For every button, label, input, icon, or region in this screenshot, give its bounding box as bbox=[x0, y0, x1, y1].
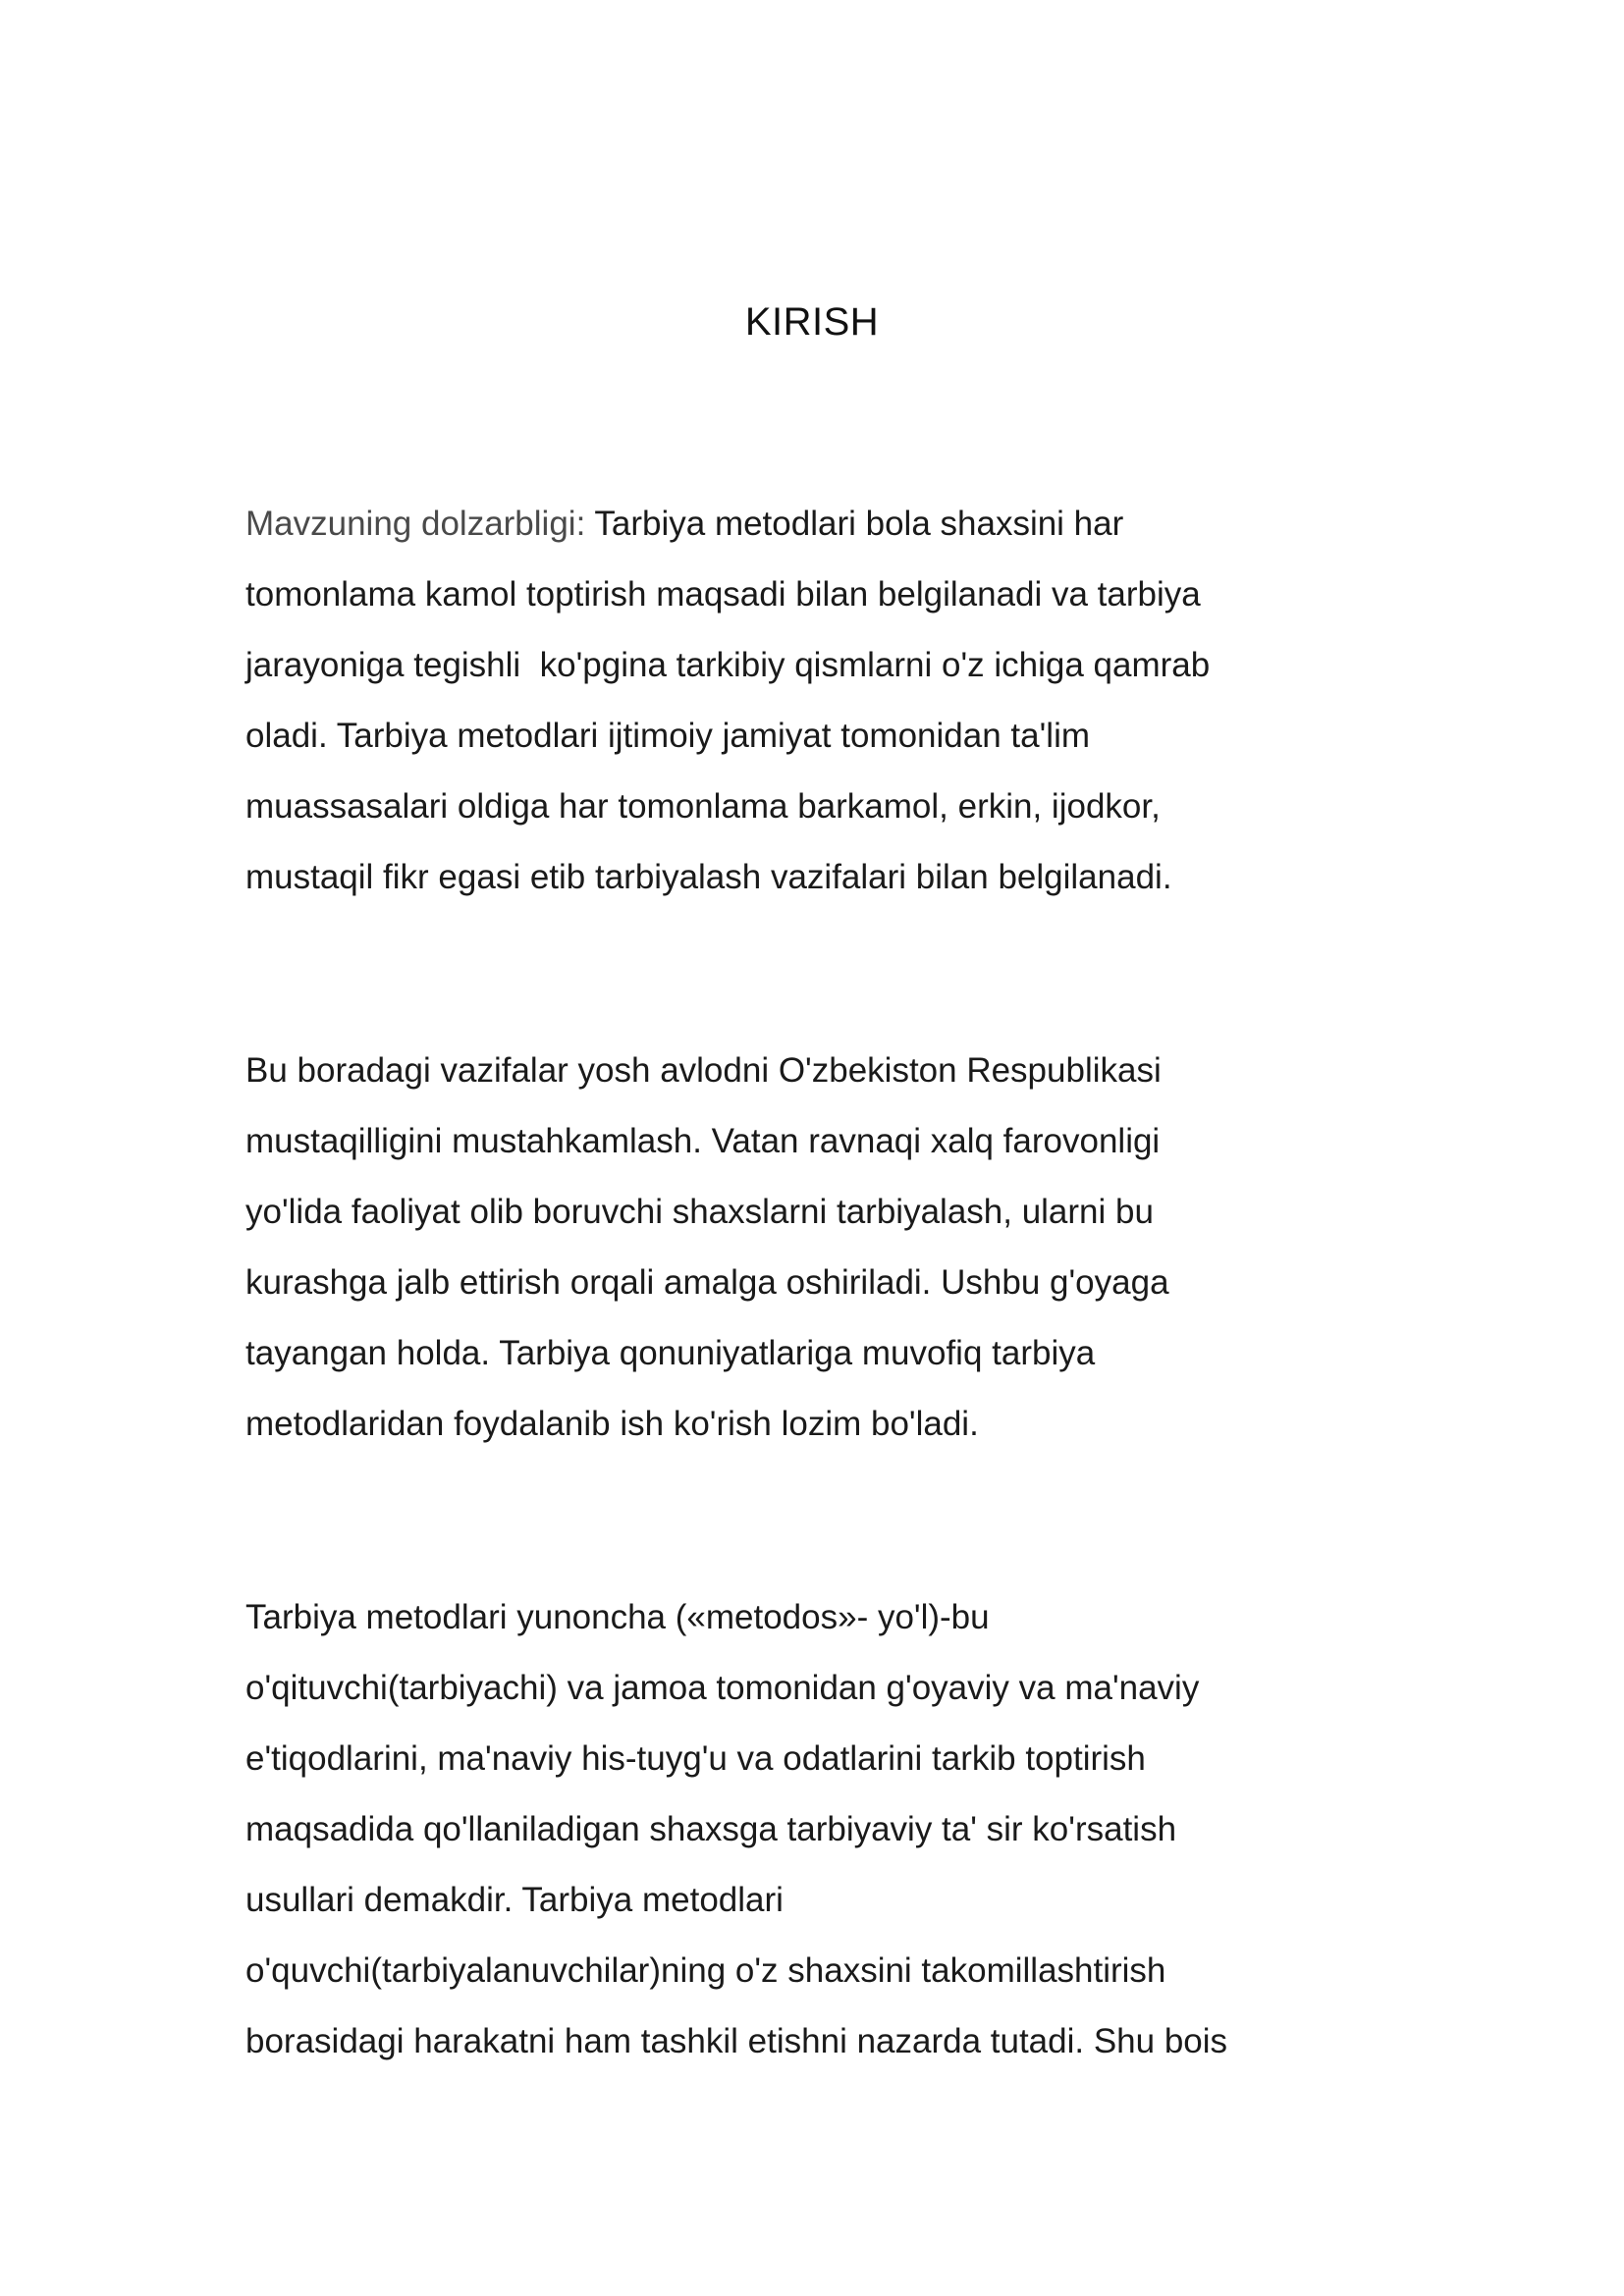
paragraph-line: metodlaridan foydalanib ish ko'rish lozim bo'ladi. bbox=[245, 1405, 979, 1443]
paragraph-line: mustaqil fikr egasi etib tarbiyalash vazifalari bilan belgilanadi. bbox=[245, 858, 1172, 896]
paragraph-line: o'quvchi(tarbiyalanuvchilar)ning o'z shaxsini takomillashtirish bbox=[245, 1951, 1166, 1990]
paragraph-line: maqsadida qo'llaniladigan shaxsga tarbiyaviy ta' sir ko'rsatish bbox=[245, 1810, 1177, 1848]
paragraph-line: usullari demakdir. Tarbiya metodlari bbox=[245, 1881, 784, 1919]
paragraph-line: jarayoniga tegishli ko'pgina tarkibiy qismlarni o'z ichiga qamrab bbox=[245, 646, 1211, 684]
paragraph-line bbox=[245, 489, 1375, 560]
paragraph-line: o'qituvchi(tarbiyachi) va jamoa tomonidan g'oyaviy va ma'naviy bbox=[245, 1669, 1200, 1707]
paragraph-line: oladi. Tarbiya metodlari ijtimoiy jamiyat tomonidan ta'lim bbox=[245, 717, 1090, 755]
relevance-label: Mavzuning dolzarbligi: bbox=[245, 505, 586, 543]
paragraph-tasks bbox=[245, 1036, 1375, 1460]
page-title: KIRISH bbox=[744, 300, 880, 344]
paragraph-line: e'tiqodlarini, ma'naviy his-tuyg'u va odatlarini tarkib toptirish bbox=[245, 1739, 1146, 1778]
paragraph-line: Tarbiya metodlari yunoncha («metodos»- yo'l)-bu bbox=[245, 1598, 990, 1636]
paragraph-line: mustaqilligini mustahkamlash. Vatan ravnaqi xalq farovonligi bbox=[245, 1122, 1161, 1160]
paragraph-line-text: Tarbiya metodlari bola shaxsini har bbox=[585, 505, 1124, 543]
paragraph-line: tayangan holda. Tarbiya qonuniyatlariga muvofiq tarbiya bbox=[245, 1334, 1096, 1372]
paragraph-line: muassasalari oldiga har tomonlama barkamol, erkin, ijodkor, bbox=[245, 787, 1161, 826]
paragraph-line: kurashga jalb ettirish orqali amalga oshiriladi. Ushbu g'oyaga bbox=[245, 1263, 1169, 1302]
paragraph-line: Bu boradagi vazifalar yosh avlodni O'zbekiston Respublikasi bbox=[245, 1051, 1162, 1090]
paragraph-relevance bbox=[245, 489, 1375, 913]
paragraph-definition bbox=[245, 1582, 1375, 2077]
paragraph-line: yo'lida faoliyat olib boruvchi shaxslarni tarbiyalash, ularni bu bbox=[245, 1193, 1154, 1231]
paragraph-line: borasidagi harakatni ham tashkil etishni nazarda tutadi. Shu bois bbox=[245, 2022, 1228, 2060]
paragraph-line: tomonlama kamol toptirish maqsadi bilan belgilanadi va tarbiya bbox=[245, 575, 1201, 614]
